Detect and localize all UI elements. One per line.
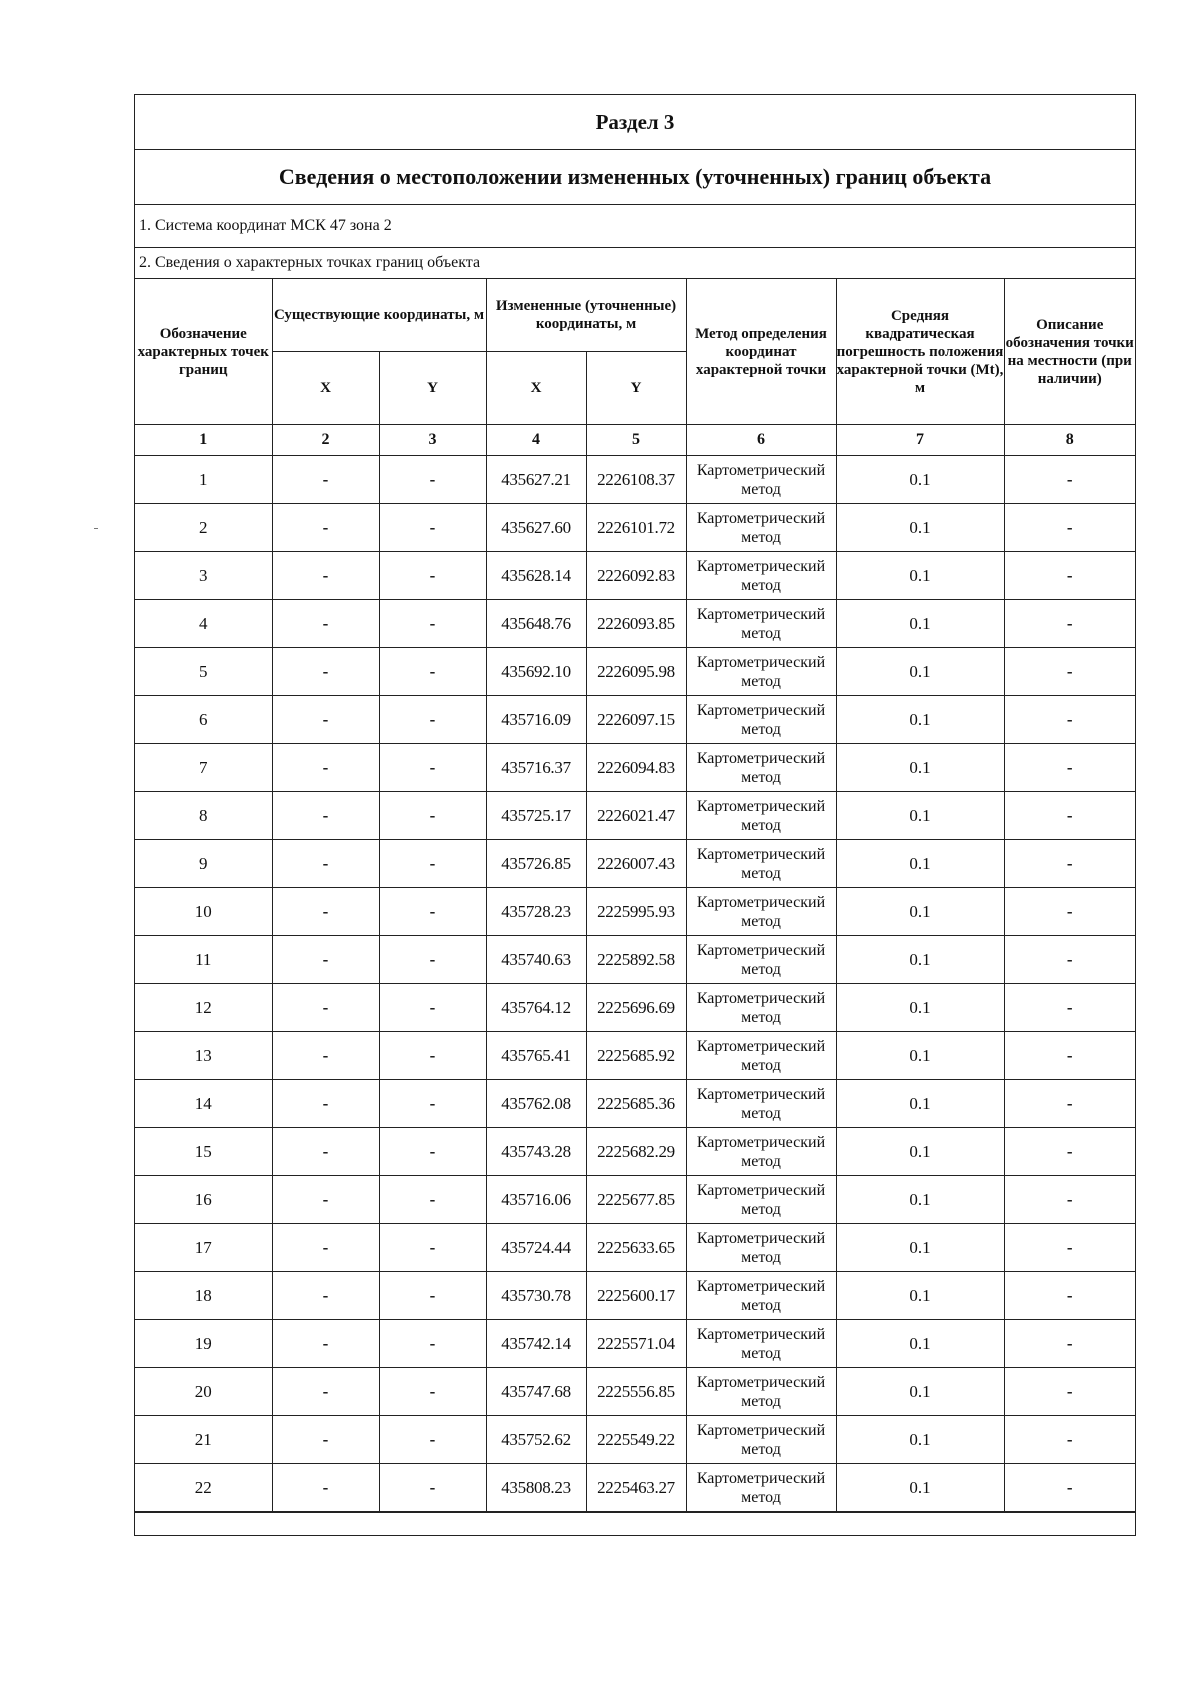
column-number: 7: [836, 425, 1004, 456]
method-cell: Картометрический метод: [686, 1368, 836, 1416]
point-number-cell: 21: [135, 1416, 272, 1464]
scan-speck: [94, 528, 98, 529]
existing-y-cell: -: [379, 1224, 486, 1272]
changed-y-cell: 2226007.43: [586, 840, 686, 888]
point-number-cell: 9: [135, 840, 272, 888]
changed-y-cell: 2225685.36: [586, 1080, 686, 1128]
mt-error-cell: 0.1: [836, 456, 1004, 504]
method-cell: Картометрический метод: [686, 600, 836, 648]
changed-x-cell: 435808.23: [486, 1464, 586, 1512]
column-number: 1: [135, 425, 272, 456]
header-existing-y: Y: [379, 352, 486, 425]
table-row: [135, 1224, 1135, 1272]
table-row: [135, 1368, 1135, 1416]
changed-y-cell: 2225549.22: [586, 1416, 686, 1464]
mt-error-cell: 0.1: [836, 1464, 1004, 1512]
method-cell: Картометрический метод: [686, 1176, 836, 1224]
changed-y-cell: 2225633.65: [586, 1224, 686, 1272]
changed-x-cell: 435627.21: [486, 456, 586, 504]
changed-x-cell: 435716.06: [486, 1176, 586, 1224]
header-designation: Обозначение характерных точек границ: [135, 279, 272, 425]
header-description: Описание обозначения точки на местности (при наличии): [1004, 279, 1135, 425]
method-cell: Картометрический метод: [686, 696, 836, 744]
changed-y-cell: 2225696.69: [586, 984, 686, 1032]
column-number: 4: [486, 425, 586, 456]
point-number-cell: 5: [135, 648, 272, 696]
table-body: [135, 456, 1135, 1512]
table-row: [135, 1176, 1135, 1224]
existing-x-cell: -: [272, 648, 379, 696]
method-cell: Картометрический метод: [686, 744, 836, 792]
method-cell: Картометрический метод: [686, 648, 836, 696]
description-cell: -: [1004, 984, 1135, 1032]
existing-x-cell: -: [272, 600, 379, 648]
mt-error-cell: 0.1: [836, 1176, 1004, 1224]
changed-y-cell: 2225463.27: [586, 1464, 686, 1512]
existing-y-cell: -: [379, 792, 486, 840]
header-changed-coordinates: Измененные (уточненные) координаты, м: [486, 279, 686, 352]
existing-y-cell: -: [379, 1128, 486, 1176]
mt-error-cell: 0.1: [836, 648, 1004, 696]
points-heading: 2. Сведения о характерных точках границ объекта: [139, 254, 481, 271]
description-cell: -: [1004, 1128, 1135, 1176]
table-row: [135, 1464, 1135, 1512]
table-row: [135, 600, 1135, 648]
point-number-cell: 22: [135, 1464, 272, 1512]
changed-x-cell: 435743.28: [486, 1128, 586, 1176]
boundary-points-table: [135, 278, 1135, 1512]
mt-error-cell: 0.1: [836, 1080, 1004, 1128]
point-number-cell: 7: [135, 744, 272, 792]
existing-y-cell: -: [379, 648, 486, 696]
table-row: [135, 504, 1135, 552]
description-cell: -: [1004, 1464, 1135, 1512]
changed-x-cell: 435740.63: [486, 936, 586, 984]
mt-error-cell: 0.1: [836, 1368, 1004, 1416]
changed-y-cell: 2226093.85: [586, 600, 686, 648]
existing-x-cell: -: [272, 1272, 379, 1320]
point-number-cell: 6: [135, 696, 272, 744]
description-cell: -: [1004, 1176, 1135, 1224]
description-cell: -: [1004, 792, 1135, 840]
description-cell: -: [1004, 600, 1135, 648]
table-row: [135, 552, 1135, 600]
point-number-cell: 4: [135, 600, 272, 648]
description-cell: -: [1004, 1224, 1135, 1272]
point-number-cell: 14: [135, 1080, 272, 1128]
existing-x-cell: -: [272, 984, 379, 1032]
mt-error-cell: 0.1: [836, 936, 1004, 984]
column-number: 5: [586, 425, 686, 456]
table-footer-row: [135, 1512, 1135, 1535]
description-cell: -: [1004, 888, 1135, 936]
existing-y-cell: -: [379, 1416, 486, 1464]
method-cell: Картометрический метод: [686, 840, 836, 888]
table-row: [135, 984, 1135, 1032]
point-number-cell: 8: [135, 792, 272, 840]
method-cell: Картометрический метод: [686, 984, 836, 1032]
mt-error-cell: 0.1: [836, 984, 1004, 1032]
method-cell: Картометрический метод: [686, 1224, 836, 1272]
table-row: [135, 648, 1135, 696]
mt-error-cell: 0.1: [836, 1224, 1004, 1272]
changed-x-cell: 435764.12: [486, 984, 586, 1032]
method-cell: Картометрический метод: [686, 1032, 836, 1080]
mt-error-cell: 0.1: [836, 552, 1004, 600]
point-number-cell: 1: [135, 456, 272, 504]
method-cell: Картометрический метод: [686, 1272, 836, 1320]
method-cell: Картометрический метод: [686, 1416, 836, 1464]
existing-x-cell: -: [272, 696, 379, 744]
existing-y-cell: -: [379, 1272, 486, 1320]
changed-y-cell: 2226092.83: [586, 552, 686, 600]
changed-y-cell: 2225892.58: [586, 936, 686, 984]
existing-x-cell: -: [272, 1416, 379, 1464]
existing-y-cell: -: [379, 600, 486, 648]
mt-error-cell: 0.1: [836, 888, 1004, 936]
existing-x-cell: -: [272, 792, 379, 840]
existing-x-cell: -: [272, 1320, 379, 1368]
changed-y-cell: 2225571.04: [586, 1320, 686, 1368]
table-row: [135, 888, 1135, 936]
description-cell: -: [1004, 744, 1135, 792]
existing-y-cell: -: [379, 840, 486, 888]
mt-error-cell: 0.1: [836, 1320, 1004, 1368]
existing-y-cell: -: [379, 456, 486, 504]
changed-y-cell: 2225600.17: [586, 1272, 686, 1320]
description-cell: -: [1004, 648, 1135, 696]
table-row: [135, 456, 1135, 504]
mt-error-cell: 0.1: [836, 1272, 1004, 1320]
description-cell: -: [1004, 840, 1135, 888]
mt-error-cell: 0.1: [836, 840, 1004, 888]
point-number-cell: 10: [135, 888, 272, 936]
existing-x-cell: -: [272, 840, 379, 888]
existing-y-cell: -: [379, 696, 486, 744]
changed-y-cell: 2226097.15: [586, 696, 686, 744]
mt-error-cell: 0.1: [836, 504, 1004, 552]
point-number-cell: 17: [135, 1224, 272, 1272]
mt-error-cell: 0.1: [836, 1416, 1004, 1464]
changed-x-cell: 435724.44: [486, 1224, 586, 1272]
changed-x-cell: 435752.62: [486, 1416, 586, 1464]
table-row: [135, 1320, 1135, 1368]
existing-x-cell: -: [272, 1032, 379, 1080]
changed-y-cell: 2225556.85: [586, 1368, 686, 1416]
existing-y-cell: -: [379, 744, 486, 792]
changed-x-cell: 435716.09: [486, 696, 586, 744]
existing-x-cell: -: [272, 1080, 379, 1128]
header-existing-x: X: [272, 352, 379, 425]
changed-x-cell: 435730.78: [486, 1272, 586, 1320]
changed-x-cell: 435628.14: [486, 552, 586, 600]
method-cell: Картометрический метод: [686, 1320, 836, 1368]
existing-x-cell: -: [272, 888, 379, 936]
table-row: [135, 1272, 1135, 1320]
mt-error-cell: 0.1: [836, 600, 1004, 648]
method-cell: Картометрический метод: [686, 504, 836, 552]
existing-x-cell: -: [272, 456, 379, 504]
existing-x-cell: -: [272, 936, 379, 984]
existing-y-cell: -: [379, 936, 486, 984]
changed-y-cell: 2226108.37: [586, 456, 686, 504]
existing-y-cell: -: [379, 552, 486, 600]
column-number: 6: [686, 425, 836, 456]
method-cell: Картометрический метод: [686, 1080, 836, 1128]
table-row: [135, 1416, 1135, 1464]
description-cell: -: [1004, 456, 1135, 504]
header-changed-y: Y: [586, 352, 686, 425]
method-cell: Картометрический метод: [686, 552, 836, 600]
existing-x-cell: -: [272, 1176, 379, 1224]
changed-x-cell: 435648.76: [486, 600, 586, 648]
mt-error-cell: 0.1: [836, 1032, 1004, 1080]
existing-y-cell: -: [379, 888, 486, 936]
existing-x-cell: -: [272, 744, 379, 792]
description-cell: -: [1004, 1080, 1135, 1128]
point-number-cell: 3: [135, 552, 272, 600]
changed-x-cell: 435765.41: [486, 1032, 586, 1080]
changed-y-cell: 2225677.85: [586, 1176, 686, 1224]
point-number-cell: 15: [135, 1128, 272, 1176]
header-existing-coordinates: Существующие координаты, м: [272, 279, 486, 352]
description-cell: -: [1004, 1320, 1135, 1368]
point-number-cell: 2: [135, 504, 272, 552]
description-cell: -: [1004, 552, 1135, 600]
header-method: Метод определения координат характерной точки: [686, 279, 836, 425]
table-row: [135, 936, 1135, 984]
table-row: [135, 840, 1135, 888]
mt-error-cell: 0.1: [836, 696, 1004, 744]
table-row: [135, 1080, 1135, 1128]
changed-x-cell: 435762.08: [486, 1080, 586, 1128]
point-number-cell: 19: [135, 1320, 272, 1368]
existing-x-cell: -: [272, 1128, 379, 1176]
document-title: Сведения о местоположении измененных (уточненных) границ объекта: [135, 150, 1135, 205]
table-row: [135, 1128, 1135, 1176]
method-cell: Картометрический метод: [686, 888, 836, 936]
changed-y-cell: 2226095.98: [586, 648, 686, 696]
existing-x-cell: -: [272, 1464, 379, 1512]
table-row: [135, 792, 1135, 840]
changed-x-cell: 435728.23: [486, 888, 586, 936]
table-row: [135, 744, 1135, 792]
header-row: [135, 279, 1135, 352]
changed-y-cell: 2225682.29: [586, 1128, 686, 1176]
existing-y-cell: -: [379, 1368, 486, 1416]
point-number-cell: 20: [135, 1368, 272, 1416]
changed-x-cell: 435627.60: [486, 504, 586, 552]
changed-y-cell: 2225685.92: [586, 1032, 686, 1080]
existing-y-cell: -: [379, 1464, 486, 1512]
existing-y-cell: -: [379, 1176, 486, 1224]
column-number: 2: [272, 425, 379, 456]
method-cell: Картометрический метод: [686, 792, 836, 840]
section-title: Раздел 3: [135, 95, 1135, 150]
description-cell: -: [1004, 696, 1135, 744]
changed-x-cell: 435692.10: [486, 648, 586, 696]
existing-x-cell: -: [272, 504, 379, 552]
existing-y-cell: -: [379, 1080, 486, 1128]
description-cell: -: [1004, 1032, 1135, 1080]
changed-y-cell: 2225995.93: [586, 888, 686, 936]
changed-x-cell: 435742.14: [486, 1320, 586, 1368]
description-cell: -: [1004, 504, 1135, 552]
existing-x-cell: -: [272, 1368, 379, 1416]
mt-error-cell: 0.1: [836, 1128, 1004, 1176]
column-number-row: [135, 425, 1135, 456]
description-cell: -: [1004, 1272, 1135, 1320]
changed-x-cell: 435726.85: [486, 840, 586, 888]
table-row: [135, 696, 1135, 744]
point-number-cell: 16: [135, 1176, 272, 1224]
description-cell: -: [1004, 1416, 1135, 1464]
column-number: 8: [1004, 425, 1135, 456]
table-row: [135, 1032, 1135, 1080]
mt-error-cell: 0.1: [836, 744, 1004, 792]
description-cell: -: [1004, 936, 1135, 984]
changed-x-cell: 435716.37: [486, 744, 586, 792]
method-cell: Картометрический метод: [686, 456, 836, 504]
point-number-cell: 13: [135, 1032, 272, 1080]
existing-y-cell: -: [379, 984, 486, 1032]
document-sheet: [134, 94, 1136, 1536]
description-cell: -: [1004, 1368, 1135, 1416]
changed-y-cell: 2226021.47: [586, 792, 686, 840]
method-cell: Картометрический метод: [686, 1128, 836, 1176]
point-number-cell: 11: [135, 936, 272, 984]
changed-y-cell: 2226101.72: [586, 504, 686, 552]
mt-error-cell: 0.1: [836, 792, 1004, 840]
existing-x-cell: -: [272, 552, 379, 600]
changed-x-cell: 435747.68: [486, 1368, 586, 1416]
point-number-cell: 12: [135, 984, 272, 1032]
header-error: Средняя квадратическая погрешность положения характерной точки (Mt), м: [836, 279, 1004, 425]
existing-y-cell: -: [379, 504, 486, 552]
method-cell: Картометрический метод: [686, 1464, 836, 1512]
method-cell: Картометрический метод: [686, 936, 836, 984]
coordinate-system-line: 1. Система координат МСК 47 зона 2: [135, 205, 1135, 248]
header-changed-x: X: [486, 352, 586, 425]
existing-y-cell: -: [379, 1320, 486, 1368]
changed-y-cell: 2226094.83: [586, 744, 686, 792]
column-number: 3: [379, 425, 486, 456]
point-number-cell: 18: [135, 1272, 272, 1320]
changed-x-cell: 435725.17: [486, 792, 586, 840]
existing-x-cell: -: [272, 1224, 379, 1272]
existing-y-cell: -: [379, 1032, 486, 1080]
